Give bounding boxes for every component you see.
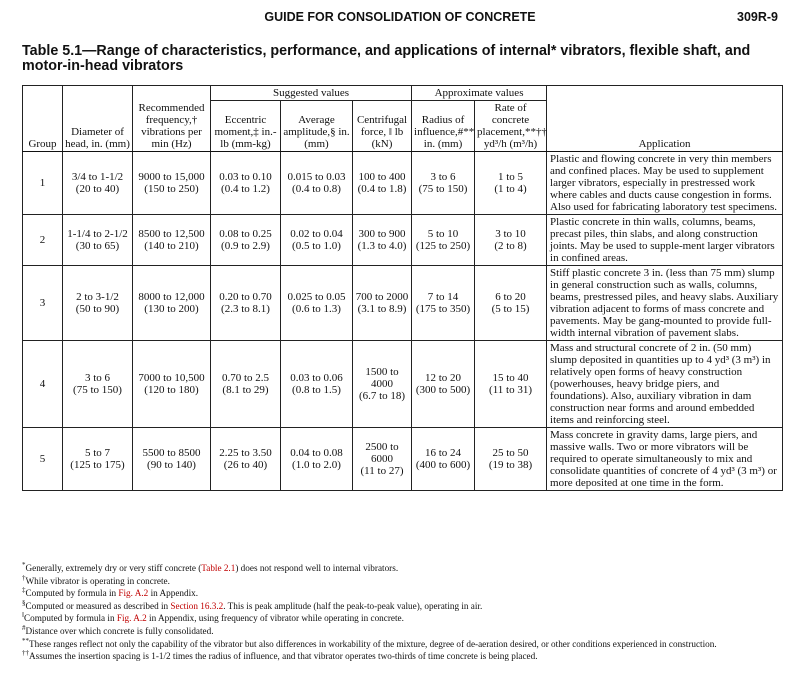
cell-frequency-metric: (140 to 210) — [144, 240, 199, 252]
cell-amplitude-metric: (0.4 to 0.8) — [292, 183, 341, 195]
cell-diameter — [63, 152, 133, 215]
footnote-mark: ‖ — [22, 611, 24, 620]
footnote: **These ranges reflect not only the capability of the vibrator but also differences in workability of the mixture, degree of de-aeration desired, or other conditions experienced in construction. — [22, 636, 717, 649]
cell-eccentric-imperial: 0.03 to 0.10 — [219, 171, 272, 183]
cell-force — [353, 428, 412, 491]
cell-radius-metric: (300 to 500) — [415, 384, 471, 396]
cell-rate-imperial: 15 to 40 — [492, 372, 529, 384]
cell-force — [353, 341, 412, 428]
cell-frequency — [133, 152, 211, 215]
cell-eccentric-imperial: 0.08 to 0.25 — [219, 228, 272, 240]
cell-amplitude — [281, 215, 353, 266]
cell-rate — [475, 341, 547, 428]
cell-amplitude-metric: (1.0 to 2.0) — [292, 459, 341, 471]
cell-diameter-metric: (30 to 65) — [75, 240, 120, 252]
cell-radius-imperial: 16 to 24 — [425, 447, 462, 459]
cell-eccentric-imperial: 2.25 to 3.50 — [219, 447, 272, 459]
cell-rate-metric: (5 to 15) — [491, 303, 530, 315]
cell-frequency-metric: (150 to 250) — [144, 183, 199, 195]
cell-rate-metric: (2 to 8) — [494, 240, 527, 252]
cell-rate-imperial: 6 to 20 — [495, 291, 526, 303]
cell-eccentric-imperial: 0.70 to 2.5 — [221, 372, 270, 384]
header-amplitude: Average amplitude,§ in. (mm) — [281, 101, 353, 152]
cell-force-metric: (6.7 to 18) — [358, 390, 406, 402]
header-application: Application — [547, 86, 783, 152]
cell-application: Plastic concrete in thin walls, columns, beams, precast piles, thin slabs, and along construction joints. May be used to supple-ment larger vibrators in confined areas. — [547, 215, 783, 266]
cell-diameter-metric: (75 to 150) — [73, 384, 122, 396]
cell-frequency — [133, 215, 211, 266]
cell-eccentric-metric: (8.1 to 29) — [222, 384, 269, 396]
cell-force-metric: (11 to 27) — [360, 465, 404, 477]
footnote-mark: † — [22, 573, 26, 582]
cell-amplitude-imperial: 0.015 to 0.03 — [287, 171, 346, 183]
cell-frequency-metric: (90 to 140) — [147, 459, 196, 471]
footnote-mark: § — [22, 598, 26, 607]
cell-rate-metric: (19 to 38) — [488, 459, 533, 471]
cell-frequency-imperial: 5500 to 8500 — [142, 447, 201, 459]
cell-force-imperial: 1500 to 4000 — [365, 366, 399, 390]
cell-eccentric-metric: (0.9 to 2.9) — [221, 240, 270, 252]
cell-eccentric-metric: (26 to 40) — [223, 459, 268, 471]
footnote-link[interactable]: Table 2.1 — [201, 563, 236, 573]
cell-force — [353, 152, 412, 215]
header-radius: Radius of influence,#** in. (mm) — [412, 101, 475, 152]
cell-eccentric — [211, 266, 281, 341]
cell-rate-imperial: 25 to 50 — [492, 447, 529, 459]
cell-diameter-metric: (20 to 40) — [75, 183, 120, 195]
cell-eccentric — [211, 428, 281, 491]
cell-diameter-imperial: 3 to 6 — [84, 372, 111, 384]
cell-diameter — [63, 341, 133, 428]
cell-diameter-imperial: 2 to 3-1/2 — [76, 291, 119, 303]
cell-diameter — [63, 428, 133, 491]
footnote-link[interactable]: Fig. A.2 — [118, 588, 149, 599]
vibrator-table — [22, 85, 783, 491]
cell-diameter — [63, 215, 133, 266]
cell-rate-imperial: 1 to 5 — [498, 171, 524, 183]
cell-frequency-imperial: 8500 to 12,500 — [138, 228, 205, 240]
page-header — [0, 10, 800, 30]
footnote-link[interactable]: Fig. A.2 — [116, 613, 147, 624]
cell-amplitude-metric: (0.8 to 1.5) — [292, 384, 341, 396]
cell-radius — [412, 428, 475, 491]
cell-amplitude-imperial: 0.025 to 0.05 — [287, 291, 346, 303]
cell-rate — [475, 428, 547, 491]
cell-force — [353, 266, 412, 341]
footnote: ‡Computed by formula in Fig. A.2 in Appendix. — [22, 586, 199, 599]
footnote-link[interactable]: Section 16.3.2 — [170, 600, 224, 611]
cell-radius — [412, 341, 475, 428]
cell-eccentric — [211, 215, 281, 266]
cell-frequency — [133, 341, 211, 428]
footnote: ‖Computed by formula in Fig. A.2 in Appendix, using frequency of vibrator while operating in concrete. — [22, 611, 404, 624]
cell-eccentric-metric: (2.3 to 8.1) — [221, 303, 270, 315]
footnote: *Generally, extremely dry or very stiff concrete (Table 2.1) does not respond well to internal vibrators. — [22, 560, 399, 573]
cell-amplitude — [281, 341, 353, 428]
footnote-mark: †† — [22, 649, 29, 658]
cell-amplitude — [281, 266, 353, 341]
table-row — [23, 428, 783, 491]
cell-frequency — [133, 266, 211, 341]
cell-frequency — [133, 428, 211, 491]
cell-amplitude-metric: (0.6 to 1.3) — [292, 303, 341, 315]
cell-radius-metric: (400 to 600) — [415, 459, 471, 471]
footnote: #Distance over which concrete is fully consolidated. — [22, 623, 214, 636]
cell-frequency-metric: (130 to 200) — [144, 303, 199, 315]
cell-group: 4 — [23, 341, 63, 428]
cell-radius-metric: (125 to 250) — [415, 240, 471, 252]
header-frequency: Recommended frequency,† vibrations per min (Hz) — [133, 86, 211, 152]
header-eccentric: Eccentric moment,‡ in.-lb (mm-kg) — [211, 101, 281, 152]
cell-amplitude-metric: (0.5 to 1.0) — [292, 240, 341, 252]
header-diameter: Diameter of head, in. (mm) — [63, 86, 133, 152]
table-row — [23, 152, 783, 215]
cell-application: Plastic and flowing concrete in very thin members and confined places. May be used to supplement larger vibrators, especially in prestressed work where cables and ducts cause congestion in forms. Also used for fabricating laboratory test specimens. — [547, 152, 783, 215]
cell-diameter — [63, 266, 133, 341]
running-title: GUIDE FOR CONSOLIDATION OF CONCRETE — [264, 10, 536, 24]
footnote: †While vibrator is operating in concrete. — [22, 573, 170, 586]
cell-amplitude-imperial: 0.03 to 0.06 — [290, 372, 343, 384]
cell-radius — [412, 152, 475, 215]
cell-frequency-imperial: 7000 to 10,500 — [138, 372, 205, 384]
page-number: 309R-9 — [737, 10, 778, 24]
cell-application: Mass concrete in gravity dams, large piers, and massive walls. Two or more vibrators will be required to operate simultaneously to mix and consolidate quantities of concrete of 4 yd³ (3 m³) or more deposited at one time in the form. — [547, 428, 783, 491]
cell-group: 5 — [23, 428, 63, 491]
cell-force-metric: (1.3 to 4.0) — [357, 240, 407, 252]
table-row — [23, 215, 783, 266]
cell-rate-imperial: 3 to 10 — [495, 228, 526, 240]
footnote-mark: ** — [22, 636, 29, 645]
cell-rate — [475, 215, 547, 266]
table-row — [23, 266, 783, 341]
cell-force-metric: (0.4 to 1.8) — [357, 183, 407, 195]
cell-diameter-metric: (125 to 175) — [70, 459, 125, 471]
cell-amplitude-imperial: 0.02 to 0.04 — [290, 228, 343, 240]
header-rate: Rate of concrete placement,**†† yd³/h (m³/h) — [475, 101, 547, 152]
footnotes — [22, 562, 792, 663]
footnote-mark: ‡ — [22, 586, 26, 595]
cell-frequency-metric: (120 to 180) — [144, 384, 199, 396]
cell-group: 1 — [23, 152, 63, 215]
cell-eccentric — [211, 341, 281, 428]
cell-radius-metric: (75 to 150) — [418, 183, 468, 195]
cell-radius — [412, 215, 475, 266]
cell-radius-imperial: 12 to 20 — [425, 372, 462, 384]
cell-rate-metric: (1 to 4) — [494, 183, 527, 195]
header-force: Centrifugal force, ‖ lb (kN) — [353, 101, 412, 152]
cell-radius-imperial: 7 to 14 — [427, 291, 459, 303]
table-row — [23, 341, 783, 428]
cell-radius-imperial: 5 to 10 — [427, 228, 459, 240]
cell-diameter-imperial: 5 to 7 — [84, 447, 111, 459]
cell-group: 3 — [23, 266, 63, 341]
cell-rate — [475, 266, 547, 341]
header-group: Group — [23, 86, 63, 152]
cell-eccentric — [211, 152, 281, 215]
cell-rate-metric: (11 to 31) — [489, 384, 533, 396]
footnote: ††Assumes the insertion spacing is 1-1/2 times the radius of influence, and that vibrator operates two-thirds of time concrete is being placed. — [22, 649, 538, 662]
footnote-mark: # — [22, 623, 26, 632]
footnote-mark: * — [22, 560, 26, 569]
cell-diameter-imperial: 1-1/4 to 2-1/2 — [67, 228, 128, 240]
cell-diameter-imperial: 3/4 to 1-1/2 — [71, 171, 124, 183]
cell-group: 2 — [23, 215, 63, 266]
table-title: Table 5.1—Range of characteristics, performance, and applications of internal* vibrators, flexible shaft, and motor-in-head vibrators — [22, 43, 751, 74]
cell-force — [353, 215, 412, 266]
cell-frequency-imperial: 8000 to 12,000 — [138, 291, 205, 303]
cell-amplitude — [281, 428, 353, 491]
header-suggested-values: Suggested values — [211, 86, 412, 101]
cell-diameter-metric: (50 to 90) — [75, 303, 120, 315]
cell-force-imperial: 100 to 400 — [358, 171, 406, 183]
cell-force-imperial: 2500 to 6000 — [365, 441, 399, 465]
cell-radius — [412, 266, 475, 341]
cell-force-metric: (3.1 to 8.9) — [357, 303, 407, 315]
cell-force-imperial: 700 to 2000 — [355, 291, 409, 303]
header-approximate-values: Approximate values — [412, 86, 547, 101]
cell-radius-imperial: 3 to 6 — [430, 171, 456, 183]
cell-frequency-imperial: 9000 to 15,000 — [138, 171, 205, 183]
cell-application: Mass and structural concrete of 2 in. (50 mm) slump deposited in quantities up to 4 yd³ (3 m³) in relatively open forms of heavy construction (powerhouses, heavy bridge piers, and foundations). Also, auxiliary vibration in dam construction near forms and around embedded items and reinforcing steel. — [547, 341, 783, 428]
cell-eccentric-metric: (0.4 to 1.2) — [221, 183, 270, 195]
cell-rate — [475, 152, 547, 215]
cell-radius-metric: (175 to 350) — [415, 303, 471, 315]
cell-amplitude-imperial: 0.04 to 0.08 — [290, 447, 343, 459]
cell-eccentric-imperial: 0.20 to 0.70 — [219, 291, 272, 303]
footnote: §Computed or measured as described in Section 16.3.2. This is peak amplitude (half the peak-to-peak value), operating in air. — [22, 598, 483, 611]
cell-force-imperial: 300 to 900 — [358, 228, 406, 240]
cell-application: Stiff plastic concrete 3 in. (less than 75 mm) slump in general construction such as walls, columns, beams, prestressed piles, and heavy slabs. Auxiliary vibration adjacent to forms of mass concrete and pavements. May be gang-mounted to provide full-width internal vibration of pavement slabs. — [547, 266, 783, 341]
cell-amplitude — [281, 152, 353, 215]
